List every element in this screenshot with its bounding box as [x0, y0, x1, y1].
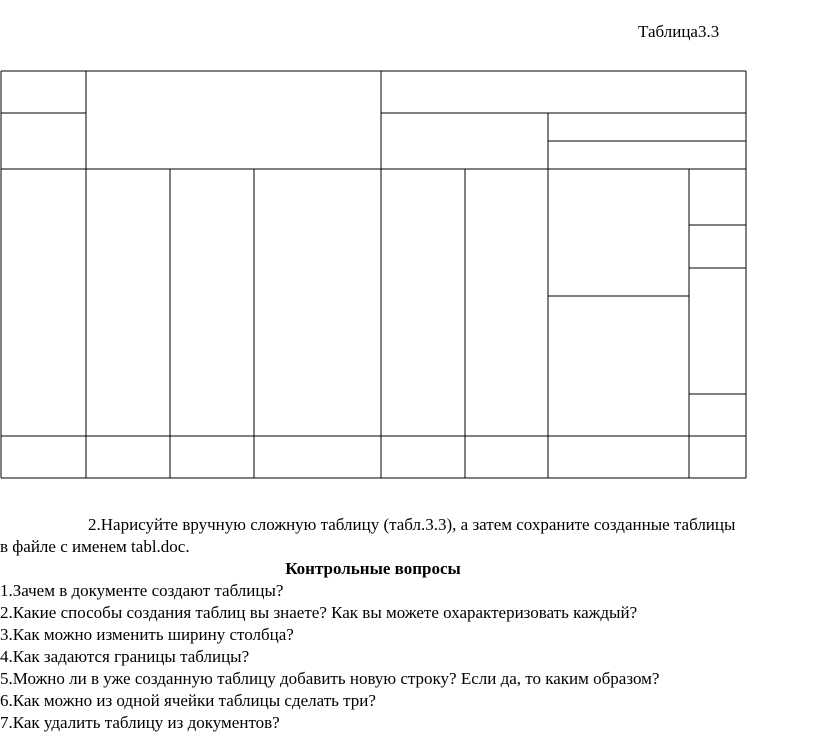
table-caption: Таблица3.3	[638, 22, 720, 41]
question-item: 7.Как удалить таблицу из документов?	[0, 713, 280, 732]
section-heading: Контрольные вопросы	[285, 559, 461, 578]
question-item: 1.Зачем в документе создают таблицы?	[0, 581, 284, 600]
question-item: 3.Как можно изменить ширину столбца?	[0, 625, 294, 644]
question-item: 6.Как можно из одной ячейки таблицы сделать три?	[0, 691, 376, 710]
question-item: 2.Какие способы создания таблиц вы знаете? Как вы можете охарактеризовать каждый?	[0, 603, 638, 622]
questions-list	[0, 580, 659, 734]
task-paragraph: 2.Нарисуйте вручную сложную таблицу (табл.3.3), а затем сохраните созданные таблицы в файле с именем tabl.doc.	[0, 515, 736, 556]
question-item: 5.Можно ли в уже созданную таблицу добавить новую строку? Если да, то каким образом?	[0, 669, 660, 688]
question-item: 4.Как задаются границы таблицы?	[0, 647, 250, 666]
